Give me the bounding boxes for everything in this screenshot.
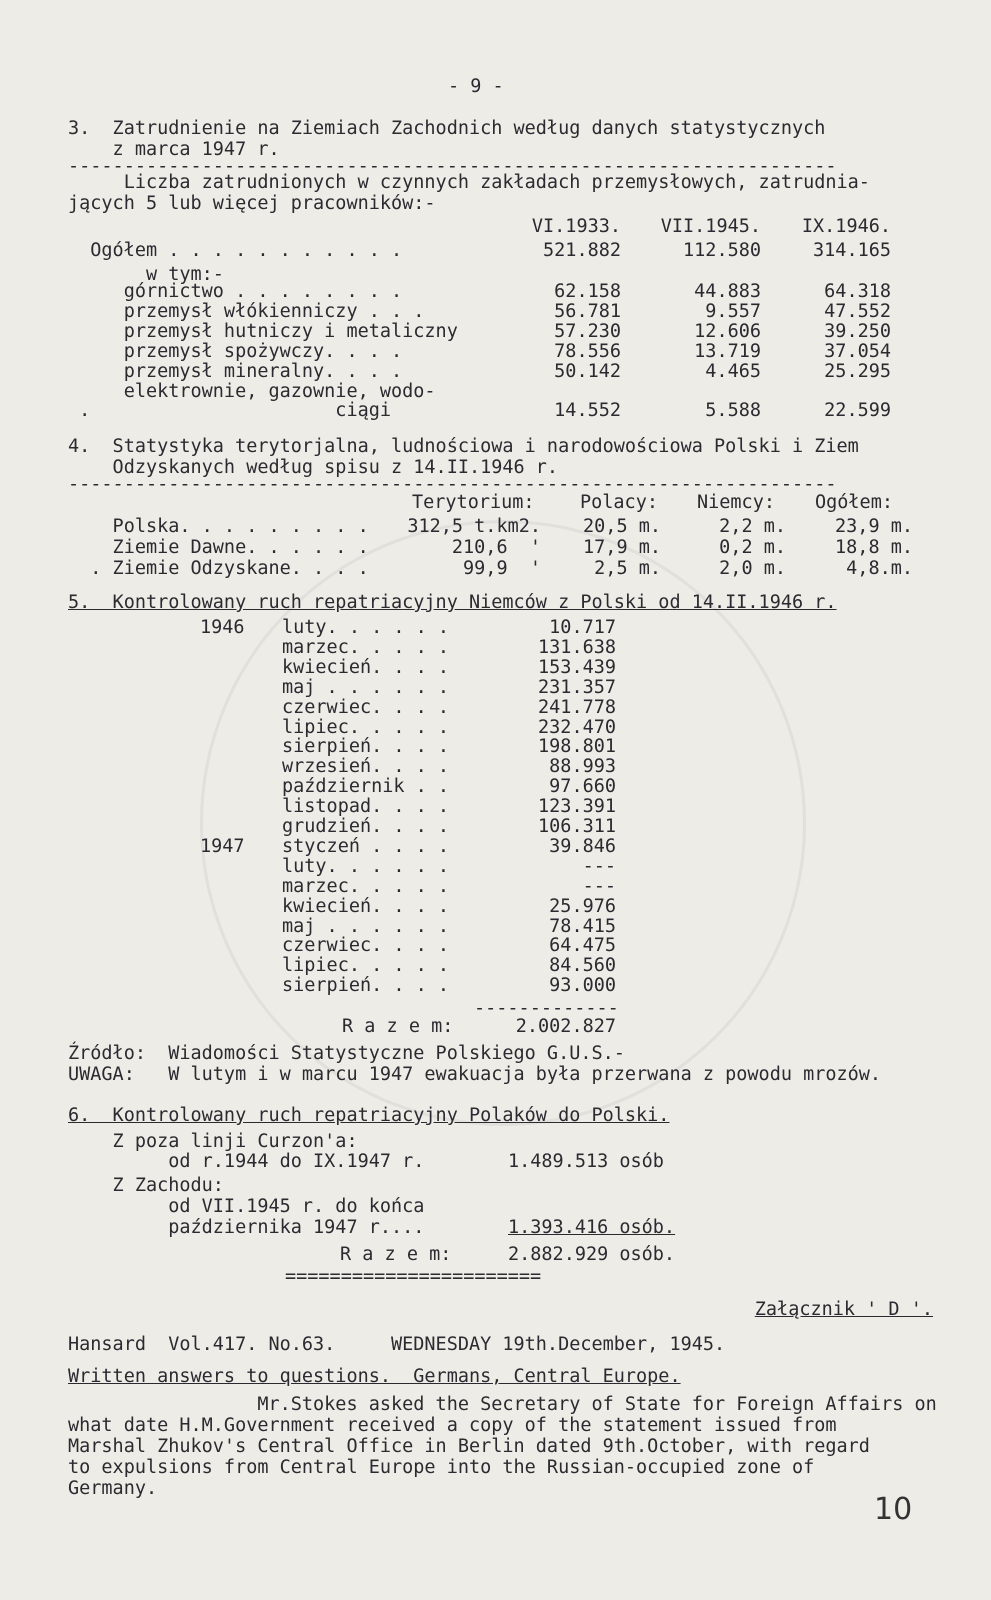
s3-row-value: 12.606: [694, 321, 761, 342]
s5-value: 93.000: [549, 975, 616, 997]
s5-value: 231.357: [538, 676, 616, 698]
s6-double-rule: =======================: [285, 1266, 542, 1287]
s4-row-value: 17,9 m.: [583, 537, 661, 558]
s3-intro-line1: Liczba zatrudnionych w czynnych zakładach przemysłowych, zatrudnia-: [68, 172, 870, 193]
s3-intro-line2: jących 5 lub więcej pracowników:-: [68, 193, 436, 214]
s3-row-label: . ciągi: [68, 400, 392, 421]
paragraph-line2: what date H.M.Government received a copy of the statement issued from: [68, 1415, 837, 1436]
s4-row-label: . Ziemie Odzyskane. . . .: [68, 558, 369, 579]
page-number: - 9 -: [448, 76, 504, 97]
s5-value: 123.391: [538, 796, 616, 818]
s6-value-west: 1.393.416 osób.: [508, 1217, 676, 1238]
s3-row-value: 25.295: [824, 361, 891, 382]
s3-header-1933: VI.1933.: [531, 216, 621, 237]
s5-value: 131.638: [538, 636, 616, 658]
s4-row-value: 18,8 m.: [835, 537, 913, 558]
s5-month: kwiecień. . . .: [282, 895, 450, 917]
handwritten-page-number: 10: [874, 1492, 913, 1527]
s4-row-value: 20,5 m.: [583, 516, 661, 537]
s4-row-label: Ziemie Dawne. . . . . .: [68, 537, 369, 558]
s3-row-label: przemysł spożywczy. . . .: [68, 341, 403, 362]
s4-row-value: 23,9 m.: [835, 516, 913, 537]
s5-value: 39.846: [549, 835, 616, 857]
s3-row-label: przemysł mineralny. . . .: [68, 361, 403, 382]
s5-month: lipiec. . . . .: [282, 716, 450, 738]
note-line: UWAGA: W lutym i w marcu 1947 ewakuacja była przerwana z powodu mrozów.: [68, 1064, 882, 1085]
s4-row-value: 2,0 m.: [719, 558, 786, 579]
s3-header-1946: IX.1946.: [801, 216, 891, 237]
s6-line-west: Z Zachodu:: [68, 1175, 224, 1196]
s5-month: maj . . . . . .: [282, 915, 450, 937]
s5-value: 153.439: [538, 656, 616, 678]
s6-sum-value: 2.882.929 osób.: [508, 1244, 676, 1265]
s3-row-value: 112.580: [683, 240, 761, 261]
s4-title-line1: 4. Statystyka terytorjalna, ludnościowa i narodowościowa Polski i Ziem: [68, 436, 859, 457]
s3-row-value: 13.719: [694, 341, 761, 362]
s6-line-oct: października 1947 r....: [68, 1217, 425, 1238]
s5-value: 241.778: [538, 696, 616, 718]
s5-value: ---: [582, 875, 616, 897]
s5-total-value: 2.002.827: [515, 1016, 616, 1037]
paragraph-line3: Marshal Zhukov's Central Office in Berlin dated 9th.October, with regard: [68, 1436, 870, 1457]
s3-row-value: 314.165: [813, 240, 891, 261]
s6-line-1945: od VII.1945 r. do końca: [68, 1196, 425, 1217]
s3-row-value: 39.250: [824, 321, 891, 342]
s3-row-value: 57.230: [554, 321, 621, 342]
s6-sum-label: R a z e m:: [340, 1244, 452, 1265]
s3-row-value: 62.158: [554, 281, 621, 302]
s5-value: 106.311: [538, 816, 616, 837]
s5-value: ---: [582, 855, 616, 877]
s3-row-value: 44.883: [694, 281, 761, 302]
s4-rule: ---------------------------------------------------------------------: [68, 474, 837, 495]
s5-month: maj . . . . . .: [282, 676, 450, 698]
s3-row-label: górnictwo . . . . . . . .: [68, 281, 403, 302]
s5-month: wrzesień. . . .: [282, 756, 450, 778]
s5-value: 88.993: [549, 756, 616, 778]
s5-month: luty. . . . . .: [282, 855, 450, 877]
s4-row-value: 99,9 ': [463, 558, 541, 579]
s6-line-curzon: Z poza linji Curzon'a:: [68, 1131, 358, 1152]
s3-row-value: 22.599: [824, 400, 891, 421]
s6-line-1944: od r.1944 do IX.1947 r.: [68, 1151, 425, 1172]
s5-month: listopad. . . .: [282, 796, 450, 818]
s5-value: 97.660: [549, 776, 616, 798]
s3-row-value: 4.465: [705, 361, 761, 382]
s3-row-value: 37.054: [824, 341, 891, 362]
s5-value: 25.976: [549, 895, 616, 917]
s4-header-total: Ogółem:: [815, 492, 893, 513]
s4-row-value: 2,5 m.: [594, 558, 661, 579]
s3-row-value: 5.588: [705, 400, 761, 421]
s3-row-value: 47.552: [824, 301, 891, 322]
s5-value: 232.470: [538, 716, 616, 738]
s4-header-territory: Terytorium:: [412, 492, 535, 513]
s3-row-label: elektrownie, gazownie, wodo-: [68, 381, 436, 402]
s6-title: 6. Kontrolowany ruch repatriacyjny Polaków do Polski.: [68, 1105, 670, 1126]
s5-month: sierpień. . . .: [282, 975, 450, 997]
s5-year: 1946: [200, 617, 245, 638]
source-line: Źródło: Wiadomości Statystyczne Polskiego G.U.S.-: [68, 1043, 625, 1064]
s5-value: 10.717: [549, 617, 616, 638]
s3-title-line2: z marca 1947 r.: [68, 139, 280, 160]
written-answers-heading: Written answers to questions. Germans, Central Europe.: [68, 1366, 681, 1387]
s4-row-value: 210,6 ': [451, 537, 541, 558]
s5-total-rule: -------------: [474, 998, 619, 1019]
s3-title-line1: 3. Zatrudnienie na Ziemiach Zachodnich według danych statystycznych: [68, 118, 826, 139]
s4-row-value: 4,8.m.: [846, 558, 913, 579]
s4-header-poles: Polacy:: [580, 492, 658, 513]
s5-title: 5. Kontrolowany ruch repatriacyjny Niemców z Polski od 14.II.1946 r.: [68, 592, 837, 613]
s3-header-1945: VII.1945.: [660, 216, 761, 237]
s4-row-value: 0,2 m.: [719, 537, 786, 558]
s3-row-value: 78.556: [554, 341, 621, 362]
paragraph-line1: Mr.Stokes asked the Secretary of State for Foreign Affairs on: [68, 1394, 937, 1415]
s5-value: 84.560: [549, 955, 616, 977]
annex-label: Załącznik ' D '.: [754, 1299, 933, 1320]
s5-month: czerwiec. . . .: [282, 696, 450, 718]
s5-month: lipiec. . . . .: [282, 955, 450, 977]
s3-row-label: Ogółem . . . . . . . . . . .: [68, 240, 403, 261]
s5-value: 64.475: [549, 935, 616, 957]
s3-row-value: 56.781: [554, 301, 621, 322]
s4-row-value: 2,2 m.: [719, 516, 786, 537]
s3-row-label: przemysł hutniczy i metaliczny: [68, 321, 458, 342]
s5-month: styczeń . . . .: [282, 835, 450, 857]
s3-row-label: przemysł włókienniczy . . .: [68, 301, 425, 322]
paragraph-line4: to expulsions from Central Europe into the Russian-occupied zone of: [68, 1457, 815, 1478]
hansard-line: Hansard Vol.417. No.63. WEDNESDAY 19th.December, 1945.: [68, 1334, 726, 1355]
s5-month: marzec. . . . .: [282, 636, 450, 658]
s3-row-label: w tym:-: [68, 264, 224, 285]
s3-row-value: 14.552: [554, 400, 621, 421]
s5-month: marzec. . . . .: [282, 875, 450, 897]
s5-year: 1947: [200, 835, 245, 857]
s5-month: czerwiec. . . .: [282, 935, 450, 957]
s5-month: luty. . . . . .: [282, 617, 450, 638]
s4-row-value: 312,5 t.km2.: [407, 516, 541, 537]
s3-row-value: 50.142: [554, 361, 621, 382]
s4-header-germans: Niemcy:: [697, 492, 775, 513]
s5-month: grudzień. . . .: [282, 816, 450, 837]
s5-month: kwiecień. . . .: [282, 656, 450, 678]
s3-row-value: 64.318: [824, 281, 891, 302]
s5-month: sierpień. . . .: [282, 736, 450, 758]
s4-title-line2: Odzyskanych według spisu z 14.II.1946 r.: [68, 457, 559, 478]
s5-value: 78.415: [549, 915, 616, 937]
paragraph-line5: Germany.: [68, 1478, 158, 1499]
s5-month: październik . .: [282, 776, 450, 798]
s5-value: 198.801: [538, 736, 616, 758]
s5-total-label: R a z e m:: [342, 1016, 454, 1037]
s4-row-label: Polska. . . . . . . . .: [68, 516, 369, 537]
s3-row-value: 521.882: [543, 240, 621, 261]
s6-value-1944: 1.489.513 osób: [508, 1151, 664, 1172]
s3-row-value: 9.557: [705, 301, 761, 322]
s3-rule: ---------------------------------------------------------------------: [68, 156, 837, 177]
